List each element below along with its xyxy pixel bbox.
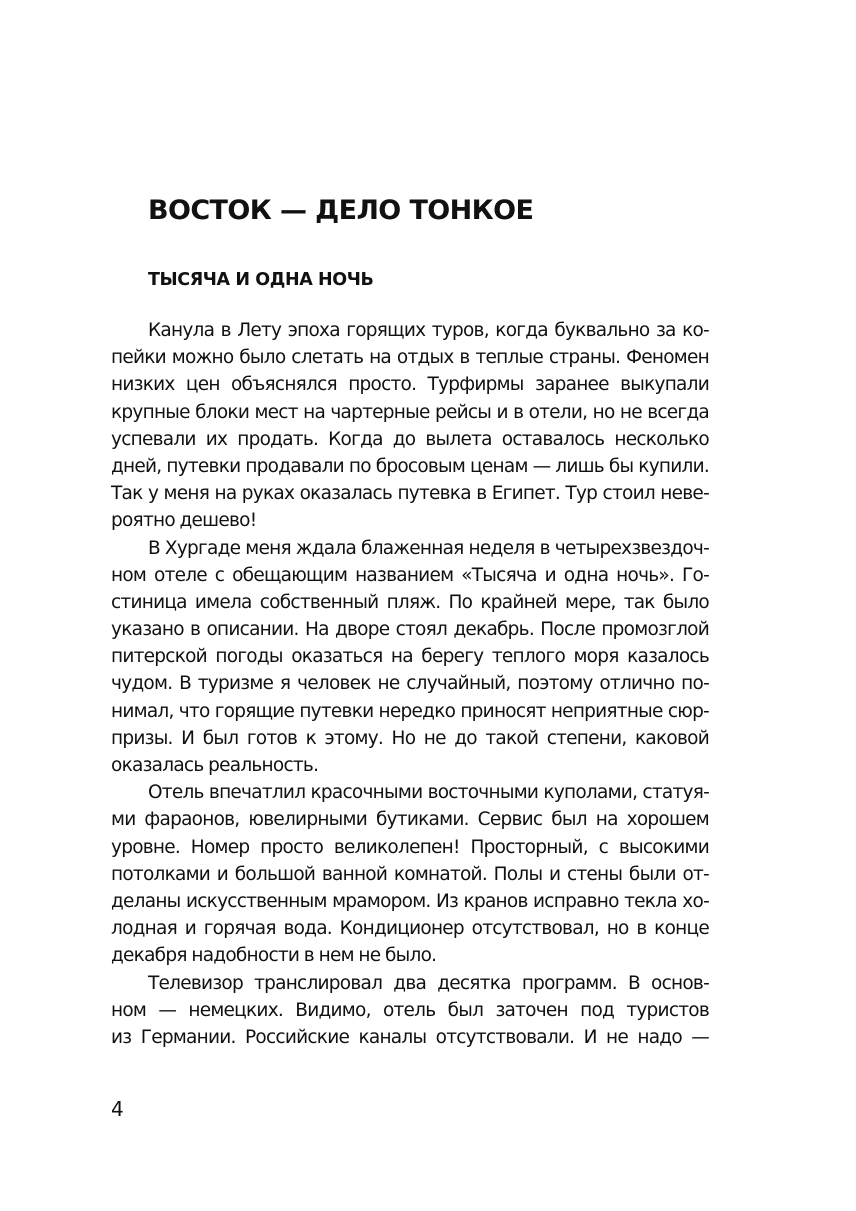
- text-line: ми фараонов, ювелирными бутиками. Сервис был на хорошем: [111, 809, 709, 831]
- text-line: крупные блоки мест на чартерные рейсы и в отели, но не всегда: [111, 401, 709, 423]
- text-line: дней, путевки продавали по бросовым ценам — лишь бы купили.: [111, 455, 709, 477]
- section-title: ТЫСЯЧА И ОДНА НОЧЬ: [148, 270, 374, 290]
- text-line: Так у меня на руках оказалась путевка в Египет. Тур стоил неве-: [111, 483, 709, 505]
- text-line: Телевизор транслировал два десятка программ. В основ-: [148, 972, 709, 994]
- text-line: уровне. Номер просто великолепен! Просторный, с высокими: [111, 836, 709, 858]
- text-line: из Германии. Российские каналы отсутствовали. И не надо —: [111, 1026, 709, 1048]
- text-line: нимал, что горящие путевки нередко приносят неприятные сюр-: [111, 700, 709, 722]
- page-number: 4: [111, 1097, 124, 1121]
- text-line: указано в описании. На дворе стоял декабрь. После промозглой: [111, 619, 709, 641]
- text-line: лодная и горячая вода. Кондиционер отсутствовал, но в конце: [111, 918, 709, 940]
- chapter-title: ВОСТОК — ДЕЛО ТОНКОЕ: [148, 195, 534, 226]
- text-line: декабря надобности в нем не было.: [111, 945, 437, 967]
- text-line: чудом. В туризме я человек не случайный, поэтому отлично по-: [111, 673, 709, 695]
- text-line: призы. И был готов к этому. Но не до такой степени, каковой: [111, 727, 709, 749]
- text-line: пейки можно было слетать на отдых в теплые страны. Феномен: [111, 347, 709, 369]
- text-line: роятно дешево!: [111, 510, 257, 532]
- text-line: В Хургаде меня ждала блаженная неделя в четырехзвездоч-: [148, 537, 709, 559]
- body-text: [111, 317, 709, 1051]
- text-line: низких цен объяснялся просто. Турфирмы заранее выкупали: [111, 374, 709, 396]
- text-line: Отель впечатлил красочными восточными куполами, статуя-: [148, 782, 709, 804]
- text-line: питерской погоды оказаться на берегу теплого моря казалось: [111, 646, 709, 668]
- text-line: Канула в Лету эпоха горящих туров, когда буквально за ко-: [148, 320, 709, 341]
- text-line: оказалась реальность.: [111, 755, 319, 776]
- text-line: ном отеле с обещающим названием «Тысяча и одна ночь». Го-: [111, 564, 709, 586]
- text-line: стиница имела собственный пляж. По крайней мере, так было: [111, 591, 709, 613]
- text-line: деланы искусственным мрамором. Из кранов исправно текла хо-: [111, 890, 709, 912]
- text-line: потолками и большой ванной комнатой. Полы и стены были от-: [111, 863, 709, 885]
- text-line: успевали их продать. Когда до вылета оставалось несколько: [111, 428, 709, 450]
- text-line: ном — немецких. Видимо, отель был заточен под туристов: [111, 999, 709, 1021]
